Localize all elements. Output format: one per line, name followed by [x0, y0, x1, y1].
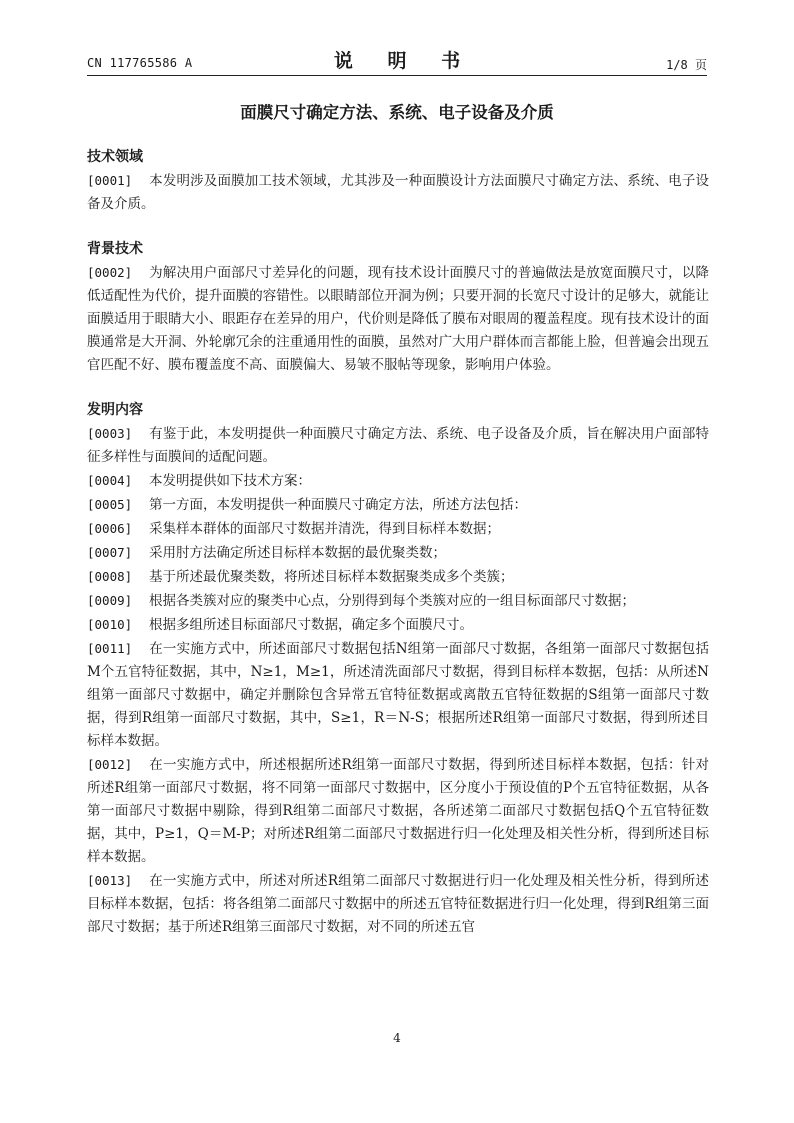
paragraph-text: 有鉴于此，本发明提供一种面膜尺寸确定方法、系统、电子设备及介质，旨在解决用户面部特征多样性与面膜间的适配问题。 [87, 426, 709, 465]
page-count: 1/8 页 [666, 58, 707, 72]
section-type-label: 说 明 书 [333, 50, 475, 72]
paragraph [87, 422, 709, 469]
paragraph [87, 517, 709, 541]
paragraph-text: 本发明涉及面膜加工技术领域，尤其涉及一种面膜设计方法面膜尺寸确定方法、系统、电子设备及介质。 [87, 173, 709, 212]
paragraph-text: 在一实施方式中，所述面部尺寸数据包括N组第一面部尺寸数据，各组第一面部尺寸数据包括M个五官特征数据，其中，N≥1，M≥1，所述清洗面部尺寸数据，得到目标样本数据，包括：从所述N组第一面部尺寸数据中，确定并删除包含异常五官特征数据或离散五官特征数据的S组第一面部尺寸数据，得到R组第一面部尺寸数据，其中，S≥1，R＝N-S；根据所述R组第一面部尺寸数据，得到所述目标样本数据。 [87, 641, 709, 749]
paragraph-number: [0007] [87, 545, 133, 560]
paragraph [87, 565, 709, 589]
paragraph [87, 869, 709, 939]
paragraph [87, 613, 709, 637]
paragraph [87, 589, 709, 613]
paragraph-text: 本发明提供如下技术方案： [149, 473, 311, 489]
section-gap [87, 377, 709, 399]
section-heading: 技术领域 [87, 149, 143, 165]
paragraph-text: 根据多组所述目标面部尺寸数据，确定多个面膜尺寸。 [149, 617, 473, 633]
paragraph-text: 采用肘方法确定所述目标样本数据的最优聚类数； [149, 545, 446, 561]
paragraph-text: 在一实施方式中，所述根据所述R组第一面部尺寸数据，得到所述目标样本数据，包括：针对所述R组第一面部尺寸数据，将不同第一面部尺寸数据中，区分度小于预设值的P个五官特征数据，从各第一面部尺寸数据中剔除，得到R组第二面部尺寸数据，各所述第二面部尺寸数据包括Q个五官特征数据，其中，P≥1，Q＝M-P；对所述R组第二面部尺寸数据进行归一化处理及相关性分析，得到所述目标样本数据。 [87, 757, 709, 865]
document-title: 面膜尺寸确定方法、系统、电子设备及介质 [240, 103, 554, 122]
section-heading: 背景技术 [87, 241, 143, 257]
paragraph-number: [0005] [87, 497, 133, 512]
paragraph-text: 在一实施方式中，所述对所述R组第二面部尺寸数据进行归一化处理及相关性分析，得到所述目标样本数据，包括：将各组第二面部尺寸数据中的所述五官特征数据进行归一化处理，得到R组第三面部尺寸数据；基于所述R组第三面部尺寸数据，对不同的所述五官 [87, 873, 709, 935]
section-heading: 发明内容 [87, 402, 143, 418]
paragraph [87, 541, 709, 565]
paragraph-number: [0008] [87, 569, 133, 584]
paragraph-number: [0009] [87, 593, 133, 608]
paragraph-text: 为解决用户面部尺寸差异化的问题，现有技术设计面膜尺寸的普遍做法是放宽面膜尺寸，以降低适配性为代价，提升面膜的容错性。以眼睛部位开洞为例；只要开洞的长宽尺寸设计的足够大，就能让面膜适用于眼睛大小、眼距存在差异的用户，代价则是降低了膜布对眼周的覆盖程度。现有技术设计的面膜通常是大开洞、外轮廓冗余的注重通用性的面膜，虽然对广大用户群体而言都能上脸，但普遍会出现五官匹配不好、膜布覆盖度不高、面膜偏大、易皱不服帖等现象，影响用户体验。 [87, 265, 709, 373]
paragraph [87, 261, 709, 377]
document-body [87, 146, 709, 939]
section-gap [87, 216, 709, 238]
publication-number: CN 117765586 A [87, 56, 193, 70]
paragraph-text: 根据各类簇对应的聚类中心点，分别得到每个类簇对应的一组目标面部尺寸数据； [149, 593, 635, 609]
page-header [87, 44, 707, 74]
paragraph [87, 469, 709, 493]
header-divider [87, 75, 707, 76]
paragraph-number: [0003] [87, 426, 133, 441]
paragraph-number: [0002] [87, 265, 133, 280]
paragraph [87, 637, 709, 753]
paragraph-number: [0001] [87, 173, 133, 188]
paragraph [87, 169, 709, 216]
paragraph-text: 采集样本群体的面部尺寸数据并清洗，得到目标样本数据； [149, 521, 500, 537]
paragraph-text: 第一方面，本发明提供一种面膜尺寸确定方法，所述方法包括： [149, 497, 527, 513]
paragraph-text: 基于所述最优聚类数，将所述目标样本数据聚类成多个类簇； [149, 569, 514, 585]
paragraph-number: [0010] [87, 617, 133, 632]
paragraph-number: [0011] [87, 641, 133, 656]
paragraph-number: [0012] [87, 757, 133, 772]
paragraph [87, 493, 709, 517]
paragraph-number: [0013] [87, 873, 133, 888]
page-number: 4 [393, 1031, 401, 1045]
paragraph [87, 753, 709, 869]
paragraph-number: [0004] [87, 473, 133, 488]
paragraph-number: [0006] [87, 521, 133, 536]
